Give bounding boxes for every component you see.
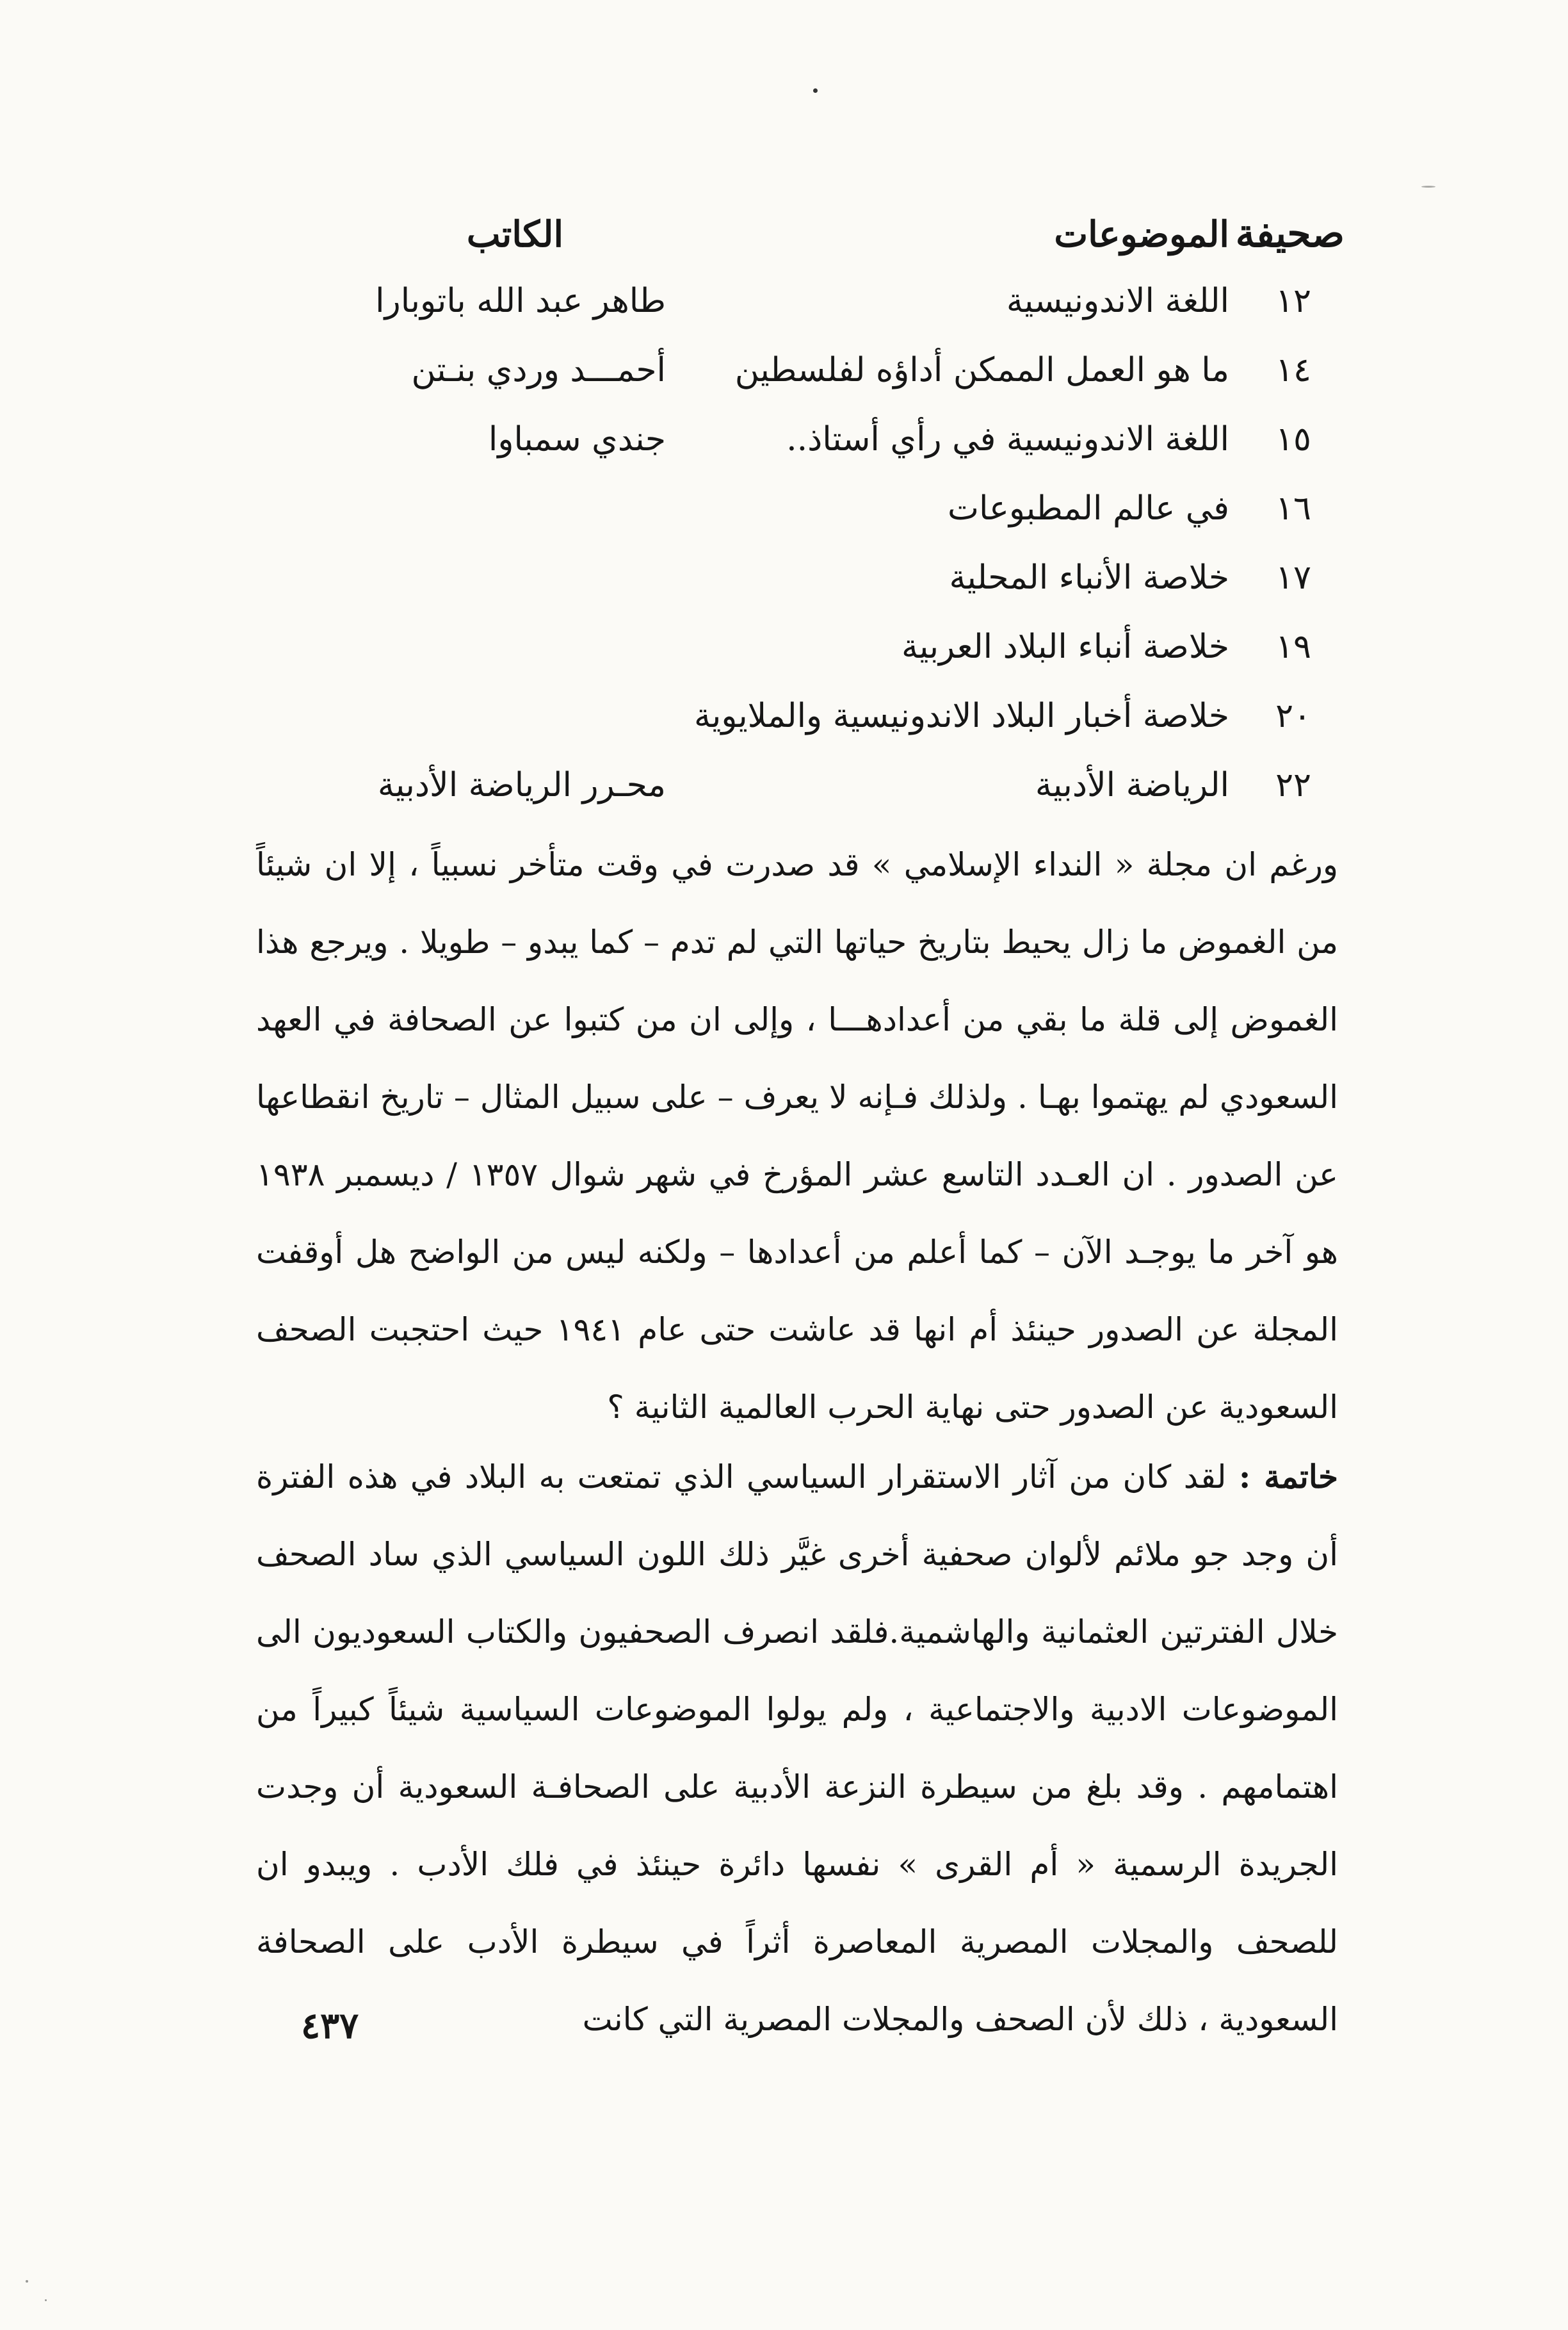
page-number-cell: ١٥	[1275, 420, 1311, 459]
topic-cell: خلاصة أخبار البلاد الاندونيسية والملايوية	[693, 697, 1229, 735]
contents-row	[243, 558, 1345, 628]
page-speck	[813, 88, 818, 93]
body-paragraph: ورغم ان مجلة « النداء الإسلامي » قد صدرت في وقت متأخر نسبياً ، إلا ان شيئاً من الغموض ما زال يحيط بتاريخ حياتها التي لم تدم – كما يبدو – طويلا . ويرجع هذا الغموض إلى قلة ما بقي من أعدادهـــا ، وإلى ان من كتبوا عن الصحافة في العهد السعودي لم يهتموا بهـا . ولذلك فـإنه لا يعرف – على سبيل المثال – تاريخ انقطاعها عن الصدور . ان العـدد التاسع عشر المؤرخ في شهر شوال ١٣٥٧ / ديسمبر ١٩٣٨ هو آخر ما يوجـد الآن – كما أعلم من أعدادها – ولكنه ليس من الواضح هل أوقفت المجلة عن الصدور حينئذ أم انها قد عاشت حتى عام ١٩٤١ حيث احتجبت الصحف السعودية عن الصدور حتى نهاية الحرب العالمية الثانية ؟	[256, 846, 1339, 1426]
contents-row	[243, 282, 1345, 351]
contents-header-row	[243, 211, 1345, 282]
contents-table	[243, 211, 1345, 835]
topic-cell: اللغة الاندونيسية	[1006, 282, 1229, 320]
conclusion-heading: خاتمة :	[1238, 1458, 1338, 1495]
page-number-cell: ٢٠	[1275, 697, 1311, 735]
contents-row	[243, 489, 1345, 558]
topic-cell: ما هو العمل الممكن أداؤه لفلسطين	[734, 351, 1229, 389]
page-number-cell: ٢٢	[1275, 766, 1311, 804]
page-number-cell: ١٤	[1275, 351, 1311, 389]
contents-row	[243, 628, 1345, 697]
topic-cell: خلاصة أنباء البلاد العربية	[901, 628, 1229, 666]
topic-cell: في عالم المطبوعات	[948, 489, 1229, 528]
author-column-header: الكاتب	[466, 213, 563, 256]
author-cell: محـرر الرياضة الأدبية	[377, 766, 666, 804]
topic-column-header: الموضوعات	[1054, 213, 1229, 256]
page-number: ٤٣٧	[301, 2005, 359, 2047]
author-cell: طاهر عبد الله باتوبارا	[375, 282, 666, 320]
contents-row	[243, 697, 1345, 766]
contents-row	[243, 420, 1345, 489]
page-column-header: صحيفة	[1235, 211, 1345, 256]
author-cell: جندي سمباوا	[488, 420, 666, 459]
topic-cell: الرياضة الأدبية	[1035, 766, 1229, 804]
author-cell: أحمـــد وردي بنـتن	[411, 351, 666, 389]
topic-cell: اللغة الاندونيسية في رأي أستاذ..	[786, 420, 1229, 459]
topic-cell: خلاصة الأنباء المحلية	[949, 558, 1229, 597]
conclusion-text: لقد كان من آثار الاستقرار السياسي الذي تمتعت به البلاد في هذه الفترة أن وجد جو ملائم لألوان صحفية أخرى غيَّر ذلك اللون السياسي الذي ساد الصحف خلال الفترتين العثمانية والهاشمية.فلقد انصرف الصحفيون والكتاب السعوديون الى الموضوعات الادبية والاجتماعية ، ولم يولوا الموضوعات السياسية شيئاً كبيراً من اهتمامهم . وقد بلغ من سيطرة النزعة الأدبية على الصحافـة السعودية أن وجدت الجريدة الرسمية « أم القرى » نفسها دائرة حينئذ في فلك الأدب . ويبدو ان للصحف والمجلات المصرية المعاصرة أثراً في سيطرة الأدب على الصحافة السعودية ، ذلك لأن الصحف والمجلات المصرية التي كانت	[256, 1458, 1338, 2038]
page-speck	[1421, 186, 1435, 188]
contents-row	[243, 766, 1345, 835]
page-number-cell: ١٧	[1275, 558, 1311, 597]
page-number-cell: ١٩	[1275, 628, 1311, 666]
page-speck	[26, 2280, 28, 2283]
page-speck	[45, 2299, 47, 2301]
contents-row	[243, 351, 1345, 420]
page-number-cell: ١٦	[1275, 489, 1311, 528]
page-number-cell: ١٢	[1275, 282, 1311, 320]
conclusion-paragraph	[256, 1438, 1338, 2058]
